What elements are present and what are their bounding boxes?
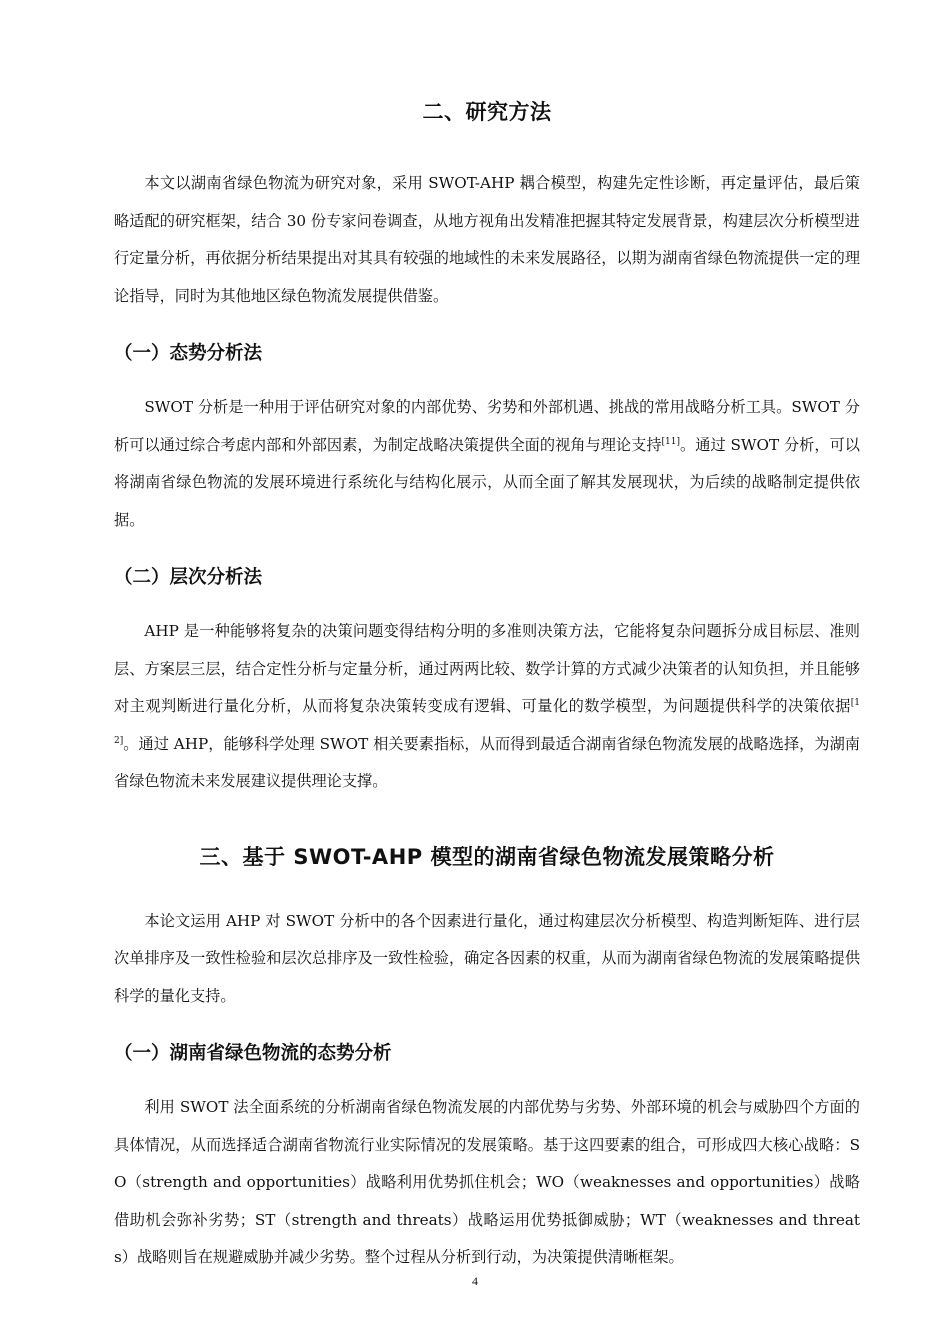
- paragraph-text: 。通过 SWOT 分析，可以将湖南省绿色物流的发展环境进行系统化与结构化展示，从而全面了解其发展现状，为后续的战略制定提供依据。: [114, 435, 860, 529]
- subheading-ahp: （二）层次分析法: [114, 567, 263, 588]
- paragraph-text: SWOT 分析是一种用于评估研究对象的内部优势、劣势和外部机遇、挑战的常用战略分析工具。SWOT 分析可以通过综合考虑内部和外部因素，为制定战略决策提供全面的视角与理论支持: [114, 398, 860, 454]
- paragraph-research-methods-intro: 本文以湖南省绿色物流为研究对象，采用 SWOT-AHP 耦合模型，构建先定性诊断，再定量评估，最后策略适配的研究框架，结合 30 份专家问卷调查，从地方视角出发精准把握其特定发展背景，构建层次分析模型进行定量分析，再依据分析结果提出对其具有较强的地域性的未来发展路径，以期为湖南省绿色物流提供一定的理论指导，同时为其他地区绿色物流发展提供借鉴。: [114, 174, 860, 305]
- paragraph-swot-analysis: [114, 389, 860, 539]
- paragraph-ahp: [114, 613, 860, 801]
- paragraph-text: AHP 是一种能够将复杂的决策问题变得结构分明的多准则决策方法，它能将复杂问题拆分成目标层、准则层、方案层三层，结合定性分析与定量分析，通过两两比较、数学计算的方式减少决策者的认知负担，并且能够对主观判断进行量化分析，从而将复杂决策转变成有逻辑、可量化的数学模型，为问题提供科学的决策依据: [114, 622, 860, 715]
- page-body: [114, 96, 860, 1277]
- paragraph-swot-ahp-intro: 本论文运用 AHP 对 SWOT 分析中的各个因素进行量化，通过构建层次分析模型、构造判断矩阵、进行层次单排序及一致性检验和层次总排序及一致性检验，确定各因素的权重，从而为湖南省绿色物流的发展策略提供科学的量化支持。: [114, 911, 860, 1005]
- page-number: 4: [472, 1274, 478, 1288]
- subheading-swot-analysis: （一）态势分析法: [114, 343, 263, 364]
- paragraph-text: 。通过 AHP，能够科学处理 SWOT 相关要素指标，从而得到最适合湖南省绿色物流发展的战略选择，为湖南省绿色物流未来发展建议提供理论支撑。: [114, 734, 860, 790]
- subheading-hunan-swot: （一）湖南省绿色物流的态势分析: [114, 1043, 392, 1064]
- section-heading-swot-ahp-strategy: 三、基于 SWOT-AHP 模型的湖南省绿色物流发展策略分析: [199, 844, 775, 869]
- paragraph-hunan-swot: 利用 SWOT 法全面系统的分析湖南省绿色物流发展的内部优势与劣势、外部环境的机会与威胁四个方面的具体情况，从而选择适合湖南省物流行业实际情况的发展策略。基于这四要素的组合，可形成四大核心战略：SO（strength and opportunities）战略利用优势抓住机会；WO（weaknesses and opportunities）战略借助机会弥补劣势；ST（strength and threats）战略运用优势抵御威胁；WT（weaknesses and threats）战略则旨在规避威胁并减少劣势。整个过程从分析到行动，为决策提供清晰框架。: [114, 1098, 860, 1266]
- citation: [12]: [114, 697, 860, 746]
- citation: [11]: [661, 436, 681, 447]
- section-heading-research-methods: 二、研究方法: [422, 100, 552, 124]
